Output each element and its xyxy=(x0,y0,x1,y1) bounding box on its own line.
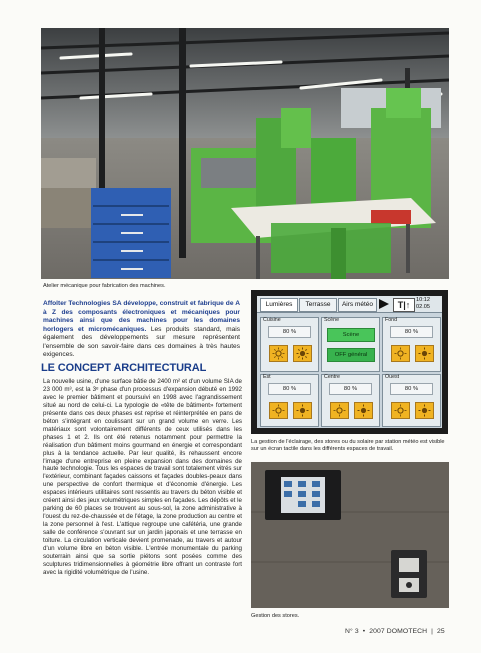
all-off-button: OFF général xyxy=(327,348,375,362)
light-down-icon xyxy=(391,402,410,419)
zone-percent: 80 % xyxy=(268,326,311,338)
zone-label: Est xyxy=(263,374,271,380)
section-heading: LE CONCEPT ARCHITECTURAL xyxy=(41,362,207,374)
zone-label: Fond xyxy=(385,317,398,323)
panel-clock xyxy=(416,297,430,310)
zone-scene xyxy=(321,317,380,372)
play-icon xyxy=(379,299,389,309)
zone-label: Ouest xyxy=(385,374,400,380)
zone-cuisine xyxy=(260,317,319,372)
panel-tab-bar xyxy=(257,296,442,313)
zone-percent: 80 % xyxy=(390,383,433,395)
clock-time: 10:12 xyxy=(416,297,430,303)
magazine-name: DOMOTECH xyxy=(386,628,428,635)
light-down-icon xyxy=(269,402,288,419)
zone-est xyxy=(260,374,319,427)
tab-weather: Airs météo xyxy=(338,298,377,312)
zone-label: Cuisine xyxy=(263,317,281,323)
zone-label: Scène xyxy=(324,317,340,323)
page-footer: N° 3 • 2007 DOMOTECH | 25 xyxy=(345,628,445,635)
workshop-photo xyxy=(41,28,449,279)
stores-control-photo xyxy=(251,462,449,608)
touch-panel-photo xyxy=(251,290,448,434)
light-down-icon xyxy=(269,345,288,362)
zone-percent: 80 % xyxy=(268,383,311,395)
light-up-icon xyxy=(415,345,434,362)
article-body: La nouvelle usine, d'une surface bâtie de 2400 m² et d'un volume SIA de 23 000 m³, est la 3ᵉ phase d'un processus d'expansion débuté en 1992 avec le premier bâtiment et poursuivi en 1998 avec l'agrandissement situé au nord de celui-ci. La typologie de «tête de bâtiment» fortement présente dans ces deux phases est reprise et réinterprétée en pans de béton s'intégrant en coulissant sur un grand volume en verre. Les matériaux sont volontairement différents de ceux utilisés dans les phases 1 et 2. Ils ont été retenus notamment pour permettre la réalisation d'un bâtiment moins gourmand en énergie et correspondant plus à la tendance actuelle. Par leur qualité, ils rehaussent encore l'image d'une entreprise en pleine expansion dans des domaines de haute technologie. Tous les espaces de travail sont totalement vitrés sur l'extérieur, combinant façades caissons et façades doubles-peaux dans une perspective de confort thermique et d'économie d'énergie. Les espaces intérieurs utilitaires sont ressentis au travers du béton visible et créent ainsi des jeux volumétriques simples en façades. Les dépôts et le parking de 60 places se trouvent au sous-sol, la zone administrative à l'ouest du rez-de-chaussée et de l'étage, la zone production au centre et la zone personnel à l'est. L'attique regroupe une cafétéria, une grande salle de conférence s'ouvrant sur un jardin japonais et une terrasse en toiture. La circulation verticale devient promenade, au travers et autour d'un volume libre en béton visible. L'entrée monumentale du parking souterrain ainsi que sa sortie piétons sont posées comme des sculptures tridimensionnelles à géométrie libre offrant un contraste fort avec la rigidité volumétrique de l'usine. xyxy=(43,378,242,576)
zone-percent: 80 % xyxy=(329,383,372,395)
tab-lights: Lumières xyxy=(260,298,298,312)
intro-paragraph xyxy=(43,300,240,360)
zone-fond xyxy=(382,317,441,372)
light-down-icon xyxy=(330,402,349,419)
touch-panel-screen xyxy=(257,296,442,428)
zone-percent: 80 % xyxy=(390,326,433,338)
zone-label: Centre xyxy=(324,374,340,380)
light-up-icon xyxy=(293,345,312,362)
light-up-icon xyxy=(293,402,312,419)
stores-photo-caption: Gestion des stores. xyxy=(251,613,300,619)
issue-number: N° 3 xyxy=(345,628,359,635)
workshop-photo-caption: Atelier mécanique pour fabrication des machines. xyxy=(43,283,166,289)
ti-logo-icon: T|↑ xyxy=(393,298,415,312)
light-up-icon xyxy=(354,402,373,419)
clock-date: 02.05 xyxy=(416,303,430,310)
light-down-icon xyxy=(391,345,410,362)
zone-ouest xyxy=(382,374,441,427)
tab-terrace: Terrasse xyxy=(299,298,337,312)
page-number: 25 xyxy=(437,628,445,635)
intro-lead: Affolter Technologies SA développe, construit et fabrique de A à Z des composants électroniques et mécaniques pour machines ainsi que des machines pour les domaines horlogers et micromécaniques. xyxy=(43,300,240,333)
light-up-icon xyxy=(415,402,434,419)
issue-year: 2007 xyxy=(369,628,385,635)
touch-panel-caption: La gestion de l'éclairage, des stores ou du solaire par station météo est visible sur un écran tactile dans les différents espaces de travail. xyxy=(251,439,445,453)
scene-button: Scène xyxy=(327,328,375,342)
zone-centre xyxy=(321,374,380,427)
intro-rest: Les produits standard, mais également des développements sur mesure représentent l'ensemble de son savoir-faire dans ces domaines à très hautes exigences. xyxy=(43,325,240,358)
